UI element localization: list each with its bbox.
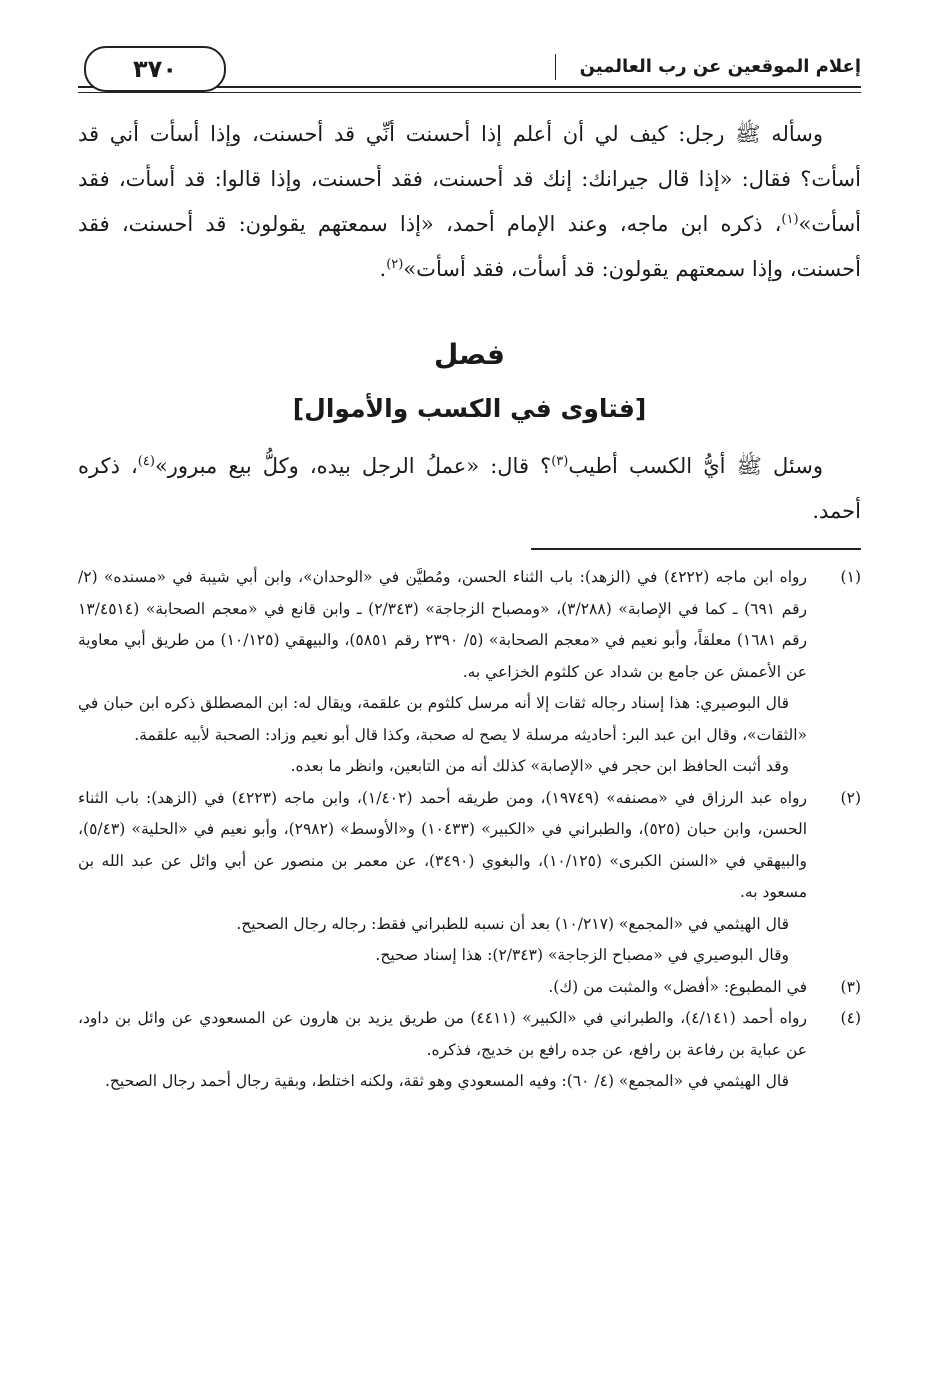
footnote-4	[78, 1003, 861, 1098]
header-separator	[555, 54, 556, 80]
footnote-number: (٢)	[840, 788, 861, 807]
footnote-number: (٣)	[840, 977, 861, 996]
header-rule-thin	[78, 92, 861, 93]
footnote-body	[78, 1003, 807, 1098]
footnote-ref-3[interactable]: (٣)	[551, 454, 569, 469]
footnote-body	[78, 972, 807, 1004]
page-header	[78, 40, 861, 100]
footnote-1	[78, 562, 861, 783]
footnote-paragraph: وقد أثبت الحافظ ابن حجر في «الإصابة» كذلك أنه من التابعين، وانظر ما بعده.	[290, 757, 789, 775]
footnote-ref-2[interactable]: (٢)	[386, 257, 404, 272]
page-number: ٣٧٠	[133, 55, 177, 83]
paragraph-2-text: وسئل ﷺ أيُّ الكسب أطيب	[568, 454, 823, 478]
footnote-body	[78, 783, 807, 972]
section-title: فصل	[434, 338, 505, 371]
footnote-3	[78, 972, 861, 1004]
book-title: إعلام الموقعين عن رب العالمين	[579, 56, 861, 77]
footnote-ref-1[interactable]: (١)	[781, 212, 799, 227]
footnote-separator	[531, 548, 861, 550]
paragraph-2-text-cont: ؟ قال: «عملُ الرجل بيده، وكلُّ بيع مبرور»	[154, 454, 552, 478]
footnote-paragraph: في المطبوع: «أفضل» والمثبت من (ك).	[548, 977, 807, 996]
footnote-paragraph: رواه ابن ماجه (٤٢٢٢) في (الزهد): باب الثناء الحسن، ومُطيَّن في «الوحدان»، وابن أبي شيبة في «مسنده» (٢/رقم ٦٩١) ـ كما في الإصابة» (٣/٢٨٨)، «ومصباح الزجاجة» (٢/٣٤٣) ـ وابن قانع في «معجم الصحابة» (١٣/٤٥١٤ رقم ١٦٨١) معلقاً، وأبو نعيم في «معجم الصحابة» (٥/ ٢٣٩٠ رقم ٥٨٥١)، والبيهقي (١٠/١٢٥) من طريق أبي معاوية عن الأعمش عن جامع بن شداد عن كلثوم الخزاعي به.	[78, 568, 807, 681]
section-subtitle: [فتاوى في الكسب والأموال]	[292, 394, 647, 423]
footnote-number: (١)	[840, 568, 861, 586]
paragraph-1	[78, 112, 861, 292]
paragraph-1-end: .	[379, 257, 387, 281]
footnote-ref-4[interactable]: (٤)	[137, 454, 155, 469]
page-number-badge	[84, 46, 226, 92]
footnote-2	[78, 783, 861, 972]
footnote-number: (٤)	[840, 1009, 861, 1027]
paragraph-1-text: وسأله ﷺ رجل: كيف لي أن أعلم إذا أحسنت أنِّي قد أحسنت، وإذا أسأت أني قد أسأت؟ فقال: «إذا قال جيرانك: إنك قد أحسنت، فقد أحسنت، وإذا قالوا: قد أسأت، فقد أسأت»	[78, 122, 861, 236]
footnote-paragraph: قال البوصيري: هذا إسناد رجاله ثقات إلا أنه مرسل كلثوم بن علقمة، ويقال له: ابن المصطلق ذكره ابن حبان في «الثقات»، وقال ابن عبد البر: أحاديثه مرسلة لا يصح له صحبة، وكذا قال أبو نعيم وزاد: الصحبة لأبيه علقمة.	[78, 694, 807, 744]
paragraph-1-text-cont: ، ذكره ابن ماجه، وعند الإمام أحمد، «إذا سمعتهم يقولون: قد أحسنت، فقد أحسنت، وإذا سمعتهم يقولون: قد أسأت، فقد أسأت»	[78, 212, 861, 281]
body-text	[78, 112, 861, 292]
footnote-paragraph: رواه أحمد (٤/١٤١)، والطبراني في «الكبير» (٤٤١١) من طريق يزيد بن هارون عن المسعودي عن وائل بن داود، عن عباية بن رفاعة بن رافع، عن جده رافع بن خديج، فذكره.	[78, 1009, 807, 1059]
footnote-paragraph: رواه عبد الرزاق في «مصنفه» (١٩٧٤٩)، ومن طريقه أحمد (١/٤٠٢)، وابن ماجه (٤٢٢٣) في (الزهد): باب الثناء الحسن، وابن حبان (٥٢٥)، والطبراني في «الكبير» (١٠٤٣٣) و«الأوسط» (٢٩٨٢)، وأبو نعيم في «الحلية» (٥/٤٣)، والبيهقي في «السنن الكبرى» (١٠/١٢٥)، والبغوي (٣٤٩٠)، عن معمر بن منصور عن أبي وائل عن عبد الله بن مسعود به.	[78, 788, 808, 901]
footnote-body	[78, 562, 807, 783]
paragraph-2-end: ، ذكره أحمد.	[78, 454, 861, 523]
footnotes	[78, 562, 861, 1098]
footnote-paragraph: وقال البوصيري في «مصباح الزجاجة» (٢/٣٤٣): هذا إسناد صحيح.	[375, 946, 789, 964]
footnote-paragraph: قال الهيثمي في «المجمع» (٤/ ٦٠): وفيه المسعودي وهو ثقة، ولكنه اختلط، وبقية رجال أحمد رجال الصحيح.	[105, 1072, 789, 1090]
paragraph-2	[78, 444, 861, 534]
footnote-paragraph: قال الهيثمي في «المجمع» (١٠/٢١٧) بعد أن نسبه للطبراني فقط: رجاله رجال الصحيح.	[236, 914, 789, 933]
body-text-2	[78, 444, 861, 534]
